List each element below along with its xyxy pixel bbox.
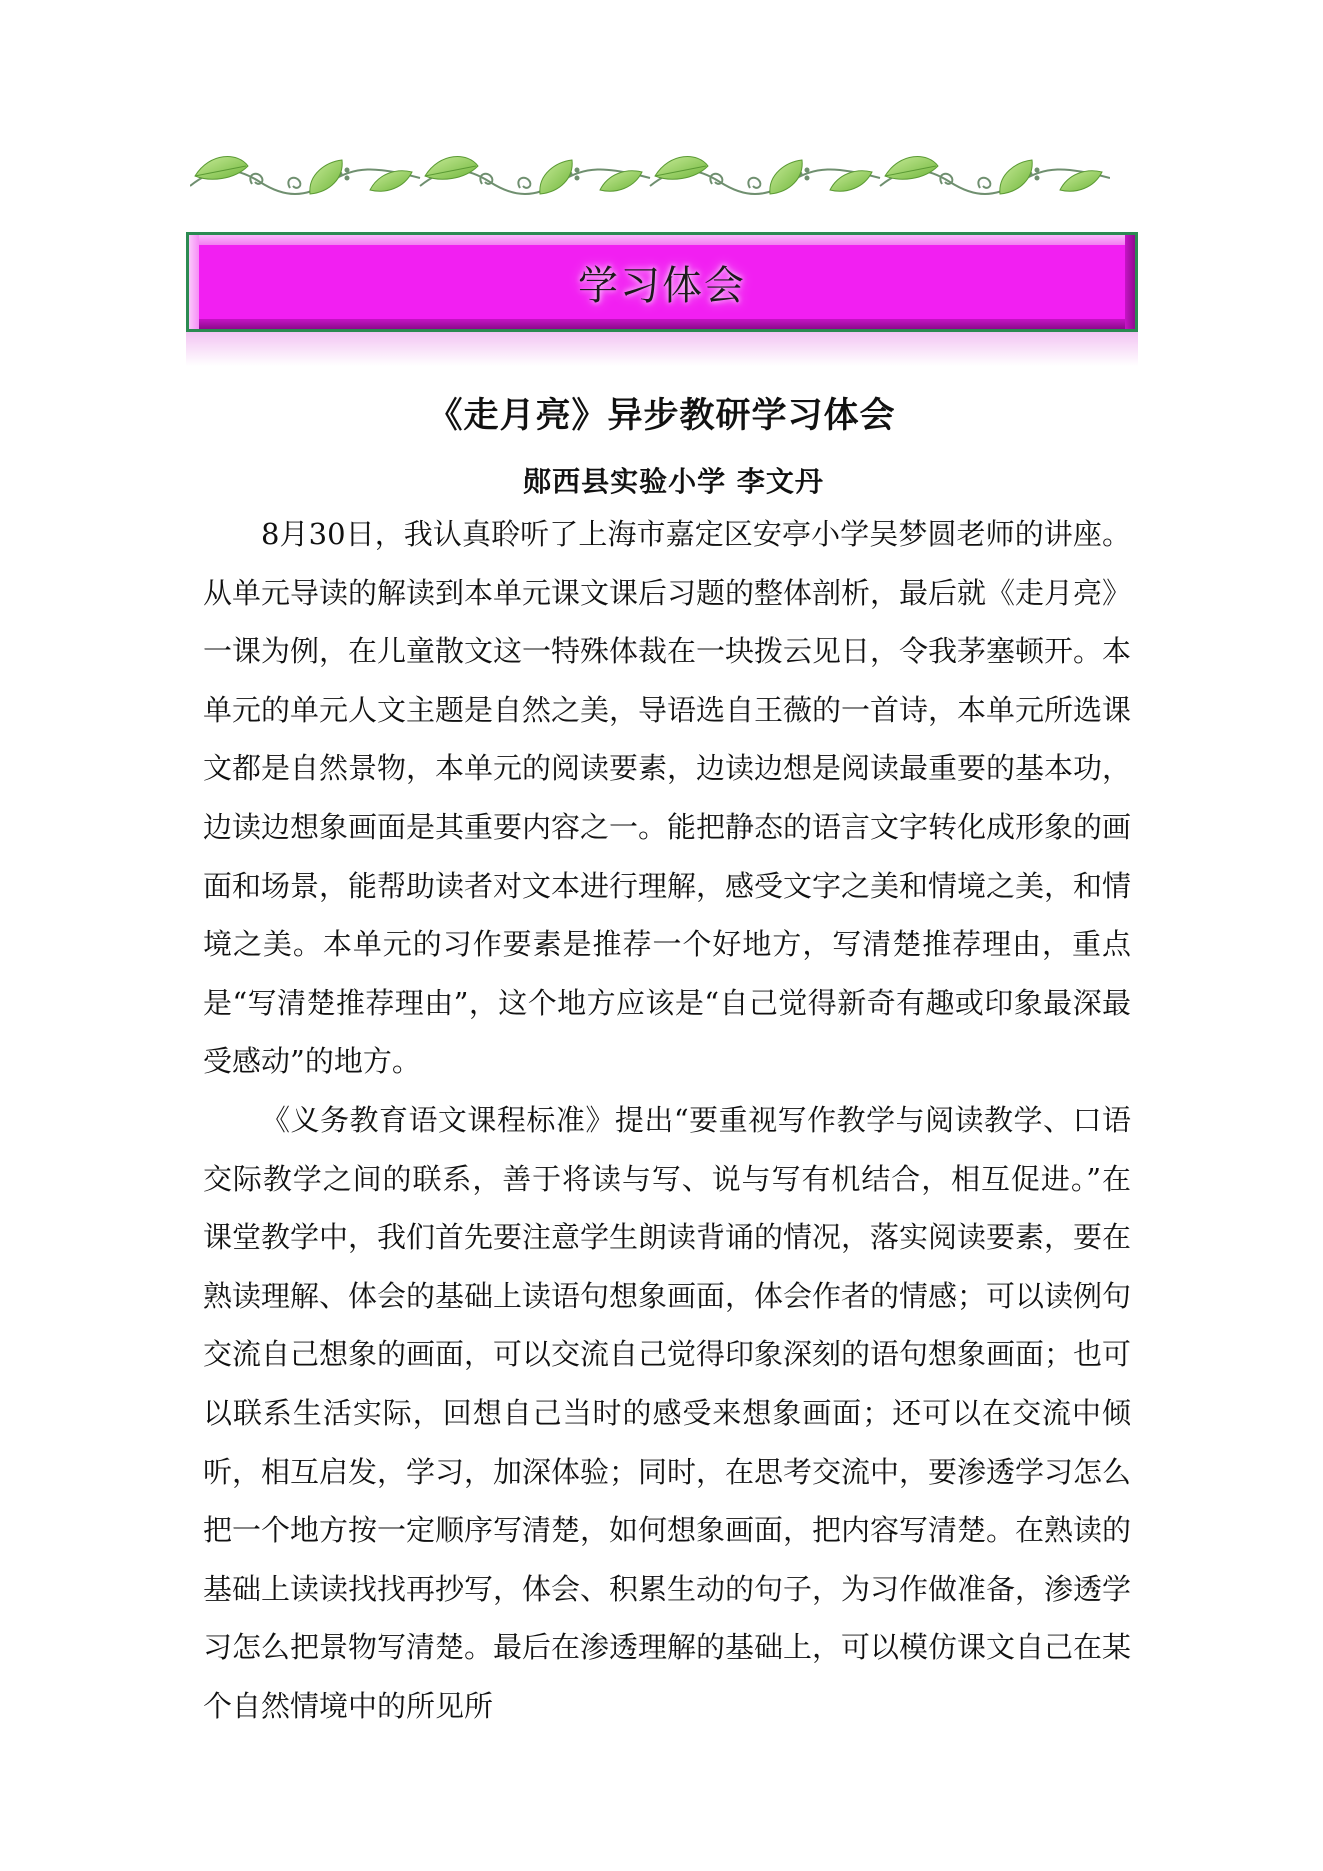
banner-bevel-bottom: [189, 319, 1135, 329]
article-byline: 郧西县实验小学 李文丹: [523, 465, 824, 498]
paragraph-1: 8月30日，我认真聆听了上海市嘉定区安亭小学吴梦圆老师的讲座。从单元导读的解读到本单元课文课后习题的整体剖析，最后就《走月亮》一课为例，在儿童散文这一特殊体裁在一块拨云见日，令我茅塞顿开。本单元的单元人文主题是自然之美，导语选自王薇的一首诗，本单元所选课文都是自然景物，本单元的阅读要素，边读边想是阅读最重要的基本功，边读边想象画面是其重要内容之一。能把静态的语言文字转化成形象的画面和场景，能帮助读者对文本进行理解，感受文字之美和情境之美，和情境之美。本单元的习作要素是推荐一个好地方，写清楚推荐理由，重点是“写清楚推荐理由”，这个地方应该是“自己觉得新奇有趣或印象最深最受感动”的地方。: [203, 517, 1132, 1079]
banner-inner: [199, 245, 1125, 319]
article-body: [203, 505, 1131, 1735]
article-title: 《走月亮》异步教研学习体会: [427, 396, 896, 436]
banner-bevel-left: [189, 235, 199, 329]
banner-reflection: [186, 332, 1138, 366]
paragraph-2: 《义务教育语文课程标准》提出“要重视写作教学与阅读教学、口语交际教学之间的联系，善于将读与写、说与写有机结合，相互促进。”在课堂教学中，我们首先要注意学生朗读背诵的情况，落实阅读要素，要在熟读理解、体会的基础上读语句想象画面，体会作者的情感；可以读例句交流自己想象的画面，可以交流自己觉得印象深刻的语句想象画面；也可以联系生活实际，回想自己当时的感受来想象画面；还可以在交流中倾听，相互启发，学习，加深体验；同时，在思考交流中，要渗透学习怎么把一个地方按一定顺序写清楚，如何想象画面，把内容写清楚。在熟读的基础上读读找找再抄写，体会、积累生动的句子，为习作做准备，渗透学习怎么把景物写清楚。最后在渗透理解的基础上，可以模仿课文自己在某个自然情境中的所见所: [203, 1102, 1132, 1723]
banner-bevel-top: [189, 235, 1135, 245]
leafy-vine-icon: [190, 148, 1110, 208]
banner-bevel-right: [1125, 235, 1135, 329]
banner-title: 学习体会: [578, 262, 746, 309]
section-banner: [186, 232, 1138, 336]
banner-frame: [186, 232, 1138, 332]
